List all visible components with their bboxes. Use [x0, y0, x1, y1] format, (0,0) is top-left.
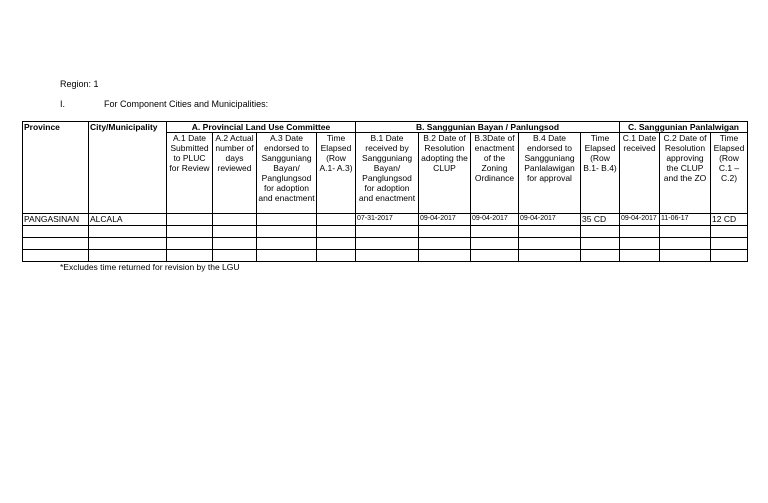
header-city: City/Municipality: [89, 122, 167, 214]
header-c1: C.1 Date received: [620, 133, 660, 214]
cell-c2: 11-06-17: [660, 214, 711, 226]
header-group-b: B. Sanggunian Bayan / Panlungsod: [356, 122, 620, 133]
header-group-c: C. Sanggunian Panlalwigan: [620, 122, 748, 133]
footnote: *Excludes time returned for revision by the LGU: [60, 262, 240, 272]
region-label: Region: 1: [60, 79, 99, 89]
cell-b4: 09-04-2017: [519, 214, 581, 226]
header-a-time: Time Elapsed (Row A.1- A.3): [317, 133, 356, 214]
cell-c1: 09-04-2017: [620, 214, 660, 226]
cell-b2: 09-04-2017: [419, 214, 471, 226]
section-title: For Component Cities and Municipalities:: [104, 99, 269, 109]
group-header-row: [23, 122, 748, 133]
table-row: [23, 226, 748, 238]
table-row: [23, 214, 748, 226]
table-row: [23, 238, 748, 250]
cell-province: PANGASINAN: [23, 214, 89, 226]
header-b2: B.2 Date of Resolution adopting the CLUP: [419, 133, 471, 214]
header-a3: A.3 Date endorsed to Sangguniang Bayan/ Panglungsod for adoption and enactment: [257, 133, 317, 214]
cell-city: ALCALA: [89, 214, 167, 226]
header-a2: A.2 Actual number of days reviewed: [213, 133, 257, 214]
cell-a3: [257, 214, 317, 226]
header-b-time: Time Elapsed (Row B.1- B.4): [581, 133, 620, 214]
cell-b3: 09-04-2017: [471, 214, 519, 226]
header-c-time: Time Elapsed (Row C.1 – C.2): [711, 133, 748, 214]
header-b1: B.1 Date received by Sangguniang Bayan/ Panglungsod for adoption and enactment: [356, 133, 419, 214]
section-number: I.: [60, 99, 66, 109]
header-c2: C.2 Date of Resolution approving the CLUP and the ZO: [660, 133, 711, 214]
cell-b-time: 35 CD: [581, 214, 620, 226]
header-a1: A.1 Date Submitted to PLUC for Review: [167, 133, 213, 214]
cell-a-time: [317, 214, 356, 226]
cell-a2: [213, 214, 257, 226]
header-province: Province: [23, 122, 89, 214]
cell-a1: [167, 214, 213, 226]
header-group-a: A. Provincial Land Use Committee: [167, 122, 356, 133]
table-row: [23, 250, 748, 262]
cell-c-time: 12 CD: [711, 214, 748, 226]
header-b4: B.4 Date endorsed to Sangguniang Panlalawigan for approval: [519, 133, 581, 214]
header-b3: B.3Date of enactment of the Zoning Ordinance: [471, 133, 519, 214]
cell-b1: 07-31-2017: [356, 214, 419, 226]
section-heading: [60, 99, 268, 109]
clup-status-table: [22, 121, 748, 262]
